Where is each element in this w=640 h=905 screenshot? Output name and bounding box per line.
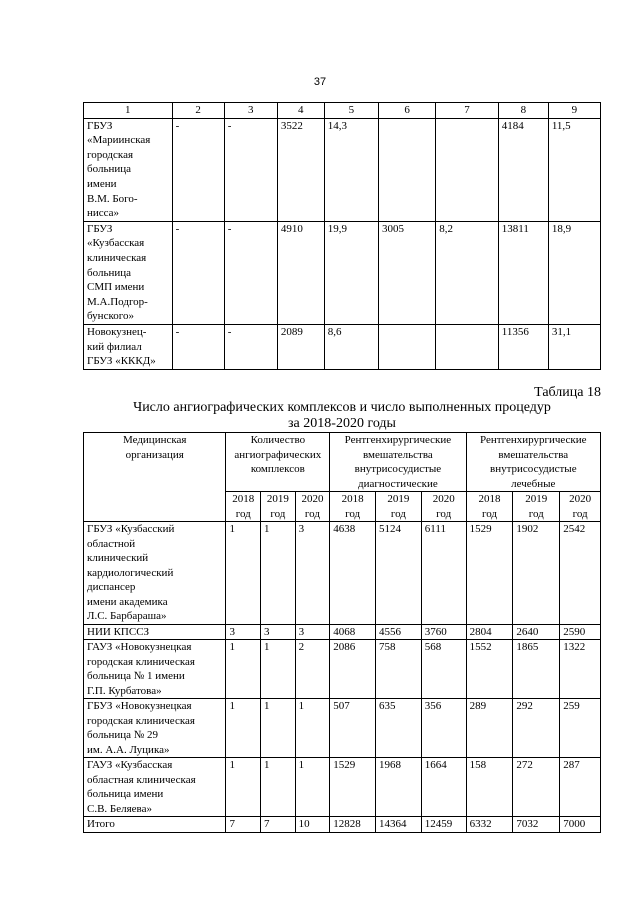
org-name-cell xyxy=(84,699,226,758)
table-title xyxy=(83,400,601,432)
year-header xyxy=(421,492,466,522)
value-cell: 14,3 xyxy=(324,118,378,221)
org-name-line: кардиологический xyxy=(87,566,174,579)
org-name-line: городская xyxy=(87,148,134,161)
value-cell: - xyxy=(224,324,277,369)
year-value: 2018 xyxy=(478,493,501,505)
org-name-line: нисса» xyxy=(87,207,120,220)
header-line: организация xyxy=(125,448,184,461)
angiography-table xyxy=(83,432,601,833)
header-line: лечебные xyxy=(511,477,556,490)
value-cell: 158 xyxy=(466,758,513,817)
value-cell: 1 xyxy=(226,758,261,817)
value-cell: 14364 xyxy=(376,817,422,833)
value-cell: 2 xyxy=(295,640,330,699)
value-cell: 6111 xyxy=(421,522,466,625)
value-cell xyxy=(436,324,499,369)
column-number: 7 xyxy=(436,103,499,119)
table-row xyxy=(84,699,601,758)
group-header xyxy=(466,433,600,492)
value-cell: 1 xyxy=(295,758,330,817)
value-cell: 259 xyxy=(560,699,601,758)
value-cell: 12459 xyxy=(421,817,466,833)
org-name-line: «Кузбасская xyxy=(87,237,145,250)
org-name-cell xyxy=(84,221,173,324)
table-row xyxy=(84,118,601,221)
table-row xyxy=(84,758,601,817)
value-cell: 13811 xyxy=(498,221,548,324)
value-cell: 3 xyxy=(295,522,330,625)
value-cell: 31,1 xyxy=(548,324,600,369)
header-line: Рентгенхирургические xyxy=(480,434,587,446)
org-name-line: имени xyxy=(87,177,117,190)
column-number-row xyxy=(84,103,601,119)
year-suffix: год xyxy=(528,507,544,520)
table-row xyxy=(84,624,601,640)
value-cell: 1529 xyxy=(466,522,513,625)
continued-table xyxy=(83,102,601,370)
org-name-line: имени академика xyxy=(87,595,168,608)
value-cell: 1968 xyxy=(376,758,422,817)
value-cell: 1902 xyxy=(513,522,560,625)
org-name-line: Новокузнец- xyxy=(87,325,147,338)
table-row xyxy=(84,221,601,324)
group-header xyxy=(330,433,466,492)
value-cell: 1 xyxy=(261,699,296,758)
value-cell: 2804 xyxy=(466,624,513,640)
value-cell: 2640 xyxy=(513,624,560,640)
org-name-line: Итого xyxy=(87,818,115,830)
value-cell: 1322 xyxy=(560,640,601,699)
value-cell: - xyxy=(172,324,224,369)
year-suffix: год xyxy=(572,507,588,520)
year-value: 2019 xyxy=(266,493,289,505)
org-name-cell xyxy=(84,640,226,699)
org-name-line: Г.П. Курбатова» xyxy=(87,684,162,697)
header-row xyxy=(84,433,601,492)
year-value: 2020 xyxy=(569,493,592,505)
value-cell: 356 xyxy=(421,699,466,758)
column-number: 3 xyxy=(224,103,277,119)
column-number: 2 xyxy=(172,103,224,119)
org-name-line: больница № 29 xyxy=(87,729,158,741)
value-cell: - xyxy=(224,221,277,324)
year-suffix: год xyxy=(481,507,497,520)
org-name-line: бунского» xyxy=(87,310,134,323)
org-name-cell xyxy=(84,522,226,625)
value-cell: 2089 xyxy=(277,324,324,369)
value-cell xyxy=(378,118,435,221)
value-cell: 507 xyxy=(330,699,376,758)
header-line: комплексов xyxy=(250,463,305,475)
year-value: 2019 xyxy=(525,493,548,505)
year-value: 2020 xyxy=(432,493,455,505)
year-suffix: год xyxy=(436,507,452,520)
header-line: вмешательства xyxy=(498,448,569,461)
org-name-line: больница xyxy=(87,266,131,279)
value-cell: 635 xyxy=(376,699,422,758)
org-name-cell xyxy=(84,817,226,833)
org-name-line: В.М. Бого- xyxy=(87,192,138,205)
value-cell xyxy=(436,118,499,221)
value-cell: 292 xyxy=(513,699,560,758)
value-cell xyxy=(378,324,435,369)
value-cell: 3760 xyxy=(421,624,466,640)
header-line: Медицинская xyxy=(122,434,187,446)
org-name-line: НИИ КПССЗ xyxy=(87,625,150,638)
value-cell: 1 xyxy=(226,699,261,758)
value-cell: 2590 xyxy=(560,624,601,640)
header-line: внутрисосудистые xyxy=(490,463,577,475)
value-cell: 4068 xyxy=(330,624,376,640)
column-number: 5 xyxy=(324,103,378,119)
value-cell: - xyxy=(172,221,224,324)
org-name-line: М.А.Подгор- xyxy=(87,295,148,308)
value-cell: 1664 xyxy=(421,758,466,817)
value-cell: 10 xyxy=(295,817,330,833)
org-name-line: больница имени xyxy=(87,788,164,800)
org-name-line: областной xyxy=(87,537,136,550)
value-cell: 1865 xyxy=(513,640,560,699)
value-cell: 1 xyxy=(261,522,296,625)
value-cell: 11,5 xyxy=(548,118,600,221)
value-cell: 4556 xyxy=(376,624,422,640)
org-name-line: диспансер xyxy=(87,581,136,593)
table-number: Таблица 18 xyxy=(534,385,601,400)
org-name-line: С.В. Беляева» xyxy=(87,802,152,815)
org-name-line: городская клиническая xyxy=(87,714,195,727)
value-cell: 2086 xyxy=(330,640,376,699)
year-header xyxy=(295,492,330,522)
value-cell: 1 xyxy=(261,758,296,817)
value-cell: 7032 xyxy=(513,817,560,833)
page-number: 37 xyxy=(313,76,327,88)
value-cell: 8,2 xyxy=(436,221,499,324)
year-suffix: год xyxy=(304,507,320,520)
value-cell: 3005 xyxy=(378,221,435,324)
org-name-line: больница № 1 имени xyxy=(87,670,185,682)
value-cell: 758 xyxy=(376,640,422,699)
column-number: 6 xyxy=(378,103,435,119)
value-cell: - xyxy=(224,118,277,221)
column-number: 4 xyxy=(277,103,324,119)
org-name-line: кий филиал xyxy=(87,340,142,353)
value-cell: 4184 xyxy=(498,118,548,221)
year-suffix: год xyxy=(390,507,406,520)
value-cell: 2542 xyxy=(560,522,601,625)
group-header xyxy=(226,433,330,492)
org-name-line: областная клиническая xyxy=(87,773,196,786)
org-name-line: СМП имени xyxy=(87,281,145,294)
value-cell: 289 xyxy=(466,699,513,758)
org-name-cell xyxy=(84,324,173,369)
org-name-line: ГБУЗ «КККД» xyxy=(87,355,156,368)
value-cell: 568 xyxy=(421,640,466,699)
year-header xyxy=(330,492,376,522)
year-header xyxy=(513,492,560,522)
header-line: Количество xyxy=(250,434,306,446)
value-cell: 4910 xyxy=(277,221,324,324)
value-cell: 1529 xyxy=(330,758,376,817)
year-value: 2018 xyxy=(232,493,255,505)
org-header xyxy=(84,433,226,522)
value-cell: 1 xyxy=(226,522,261,625)
year-value: 2018 xyxy=(341,493,364,505)
value-cell: 3 xyxy=(226,624,261,640)
header-line: вмешательства xyxy=(363,448,433,461)
value-cell: 6332 xyxy=(466,817,513,833)
table-row xyxy=(84,522,601,625)
org-name-line: ГБУЗ «Новокузнецкая xyxy=(87,700,192,712)
value-cell: 11356 xyxy=(498,324,548,369)
value-cell: 3 xyxy=(261,624,296,640)
column-number: 1 xyxy=(84,103,173,119)
value-cell: 3522 xyxy=(277,118,324,221)
column-number: 8 xyxy=(498,103,548,119)
table-title-line-1: Число ангиографических комплексов и число выполненных процедур xyxy=(133,400,551,415)
header-line: Рентгенхирургические xyxy=(344,434,452,446)
value-cell: 272 xyxy=(513,758,560,817)
value-cell: 1 xyxy=(295,699,330,758)
year-suffix: год xyxy=(235,507,251,520)
year-header xyxy=(376,492,422,522)
value-cell: 1 xyxy=(226,640,261,699)
value-cell: 18,9 xyxy=(548,221,600,324)
year-header xyxy=(560,492,601,522)
org-name-line: клиническая xyxy=(87,251,147,264)
value-cell: 1 xyxy=(261,640,296,699)
year-value: 2019 xyxy=(387,493,410,505)
org-name-line: ГБУЗ xyxy=(87,222,113,235)
table-row xyxy=(84,640,601,699)
year-header xyxy=(261,492,296,522)
org-name-line: ГАУЗ «Кузбасская xyxy=(87,759,173,771)
column-number: 9 xyxy=(548,103,600,119)
value-cell: 287 xyxy=(560,758,601,817)
value-cell: 7 xyxy=(261,817,296,833)
value-cell: 3 xyxy=(295,624,330,640)
org-name-cell xyxy=(84,624,226,640)
year-suffix: год xyxy=(345,507,361,520)
table-title-line-2: за 2018-2020 годы xyxy=(288,416,396,431)
value-cell: 19,9 xyxy=(324,221,378,324)
org-name-cell xyxy=(84,758,226,817)
org-name-line: городская клиническая xyxy=(87,655,195,668)
org-name-line: им. А.А. Луцика» xyxy=(87,743,170,756)
org-name-cell xyxy=(84,118,173,221)
value-cell: 8,6 xyxy=(324,324,378,369)
org-name-line: ГБУЗ xyxy=(87,119,113,132)
org-name-line: ГАУЗ «Новокузнецкая xyxy=(87,641,192,653)
header-line: внутрисосудистые xyxy=(354,463,442,475)
header-line: диагностические xyxy=(358,477,438,490)
year-header xyxy=(466,492,513,522)
value-cell: 4638 xyxy=(330,522,376,625)
value-cell: - xyxy=(172,118,224,221)
year-header xyxy=(226,492,261,522)
org-name-line: больница xyxy=(87,163,131,176)
value-cell: 12828 xyxy=(330,817,376,833)
org-name-line: «Мариинская xyxy=(87,134,151,147)
org-name-line: Л.С. Барбараша» xyxy=(87,610,167,622)
value-cell: 1552 xyxy=(466,640,513,699)
header-line: ангиографических xyxy=(234,448,322,461)
year-suffix: год xyxy=(270,507,286,520)
value-cell: 5124 xyxy=(376,522,422,625)
table-row xyxy=(84,324,601,369)
org-name-line: клинический xyxy=(87,552,149,564)
value-cell: 7 xyxy=(226,817,261,833)
org-name-line: ГБУЗ «Кузбасский xyxy=(87,523,175,535)
year-value: 2020 xyxy=(301,493,324,505)
value-cell: 7000 xyxy=(560,817,601,833)
table-row xyxy=(84,817,601,833)
